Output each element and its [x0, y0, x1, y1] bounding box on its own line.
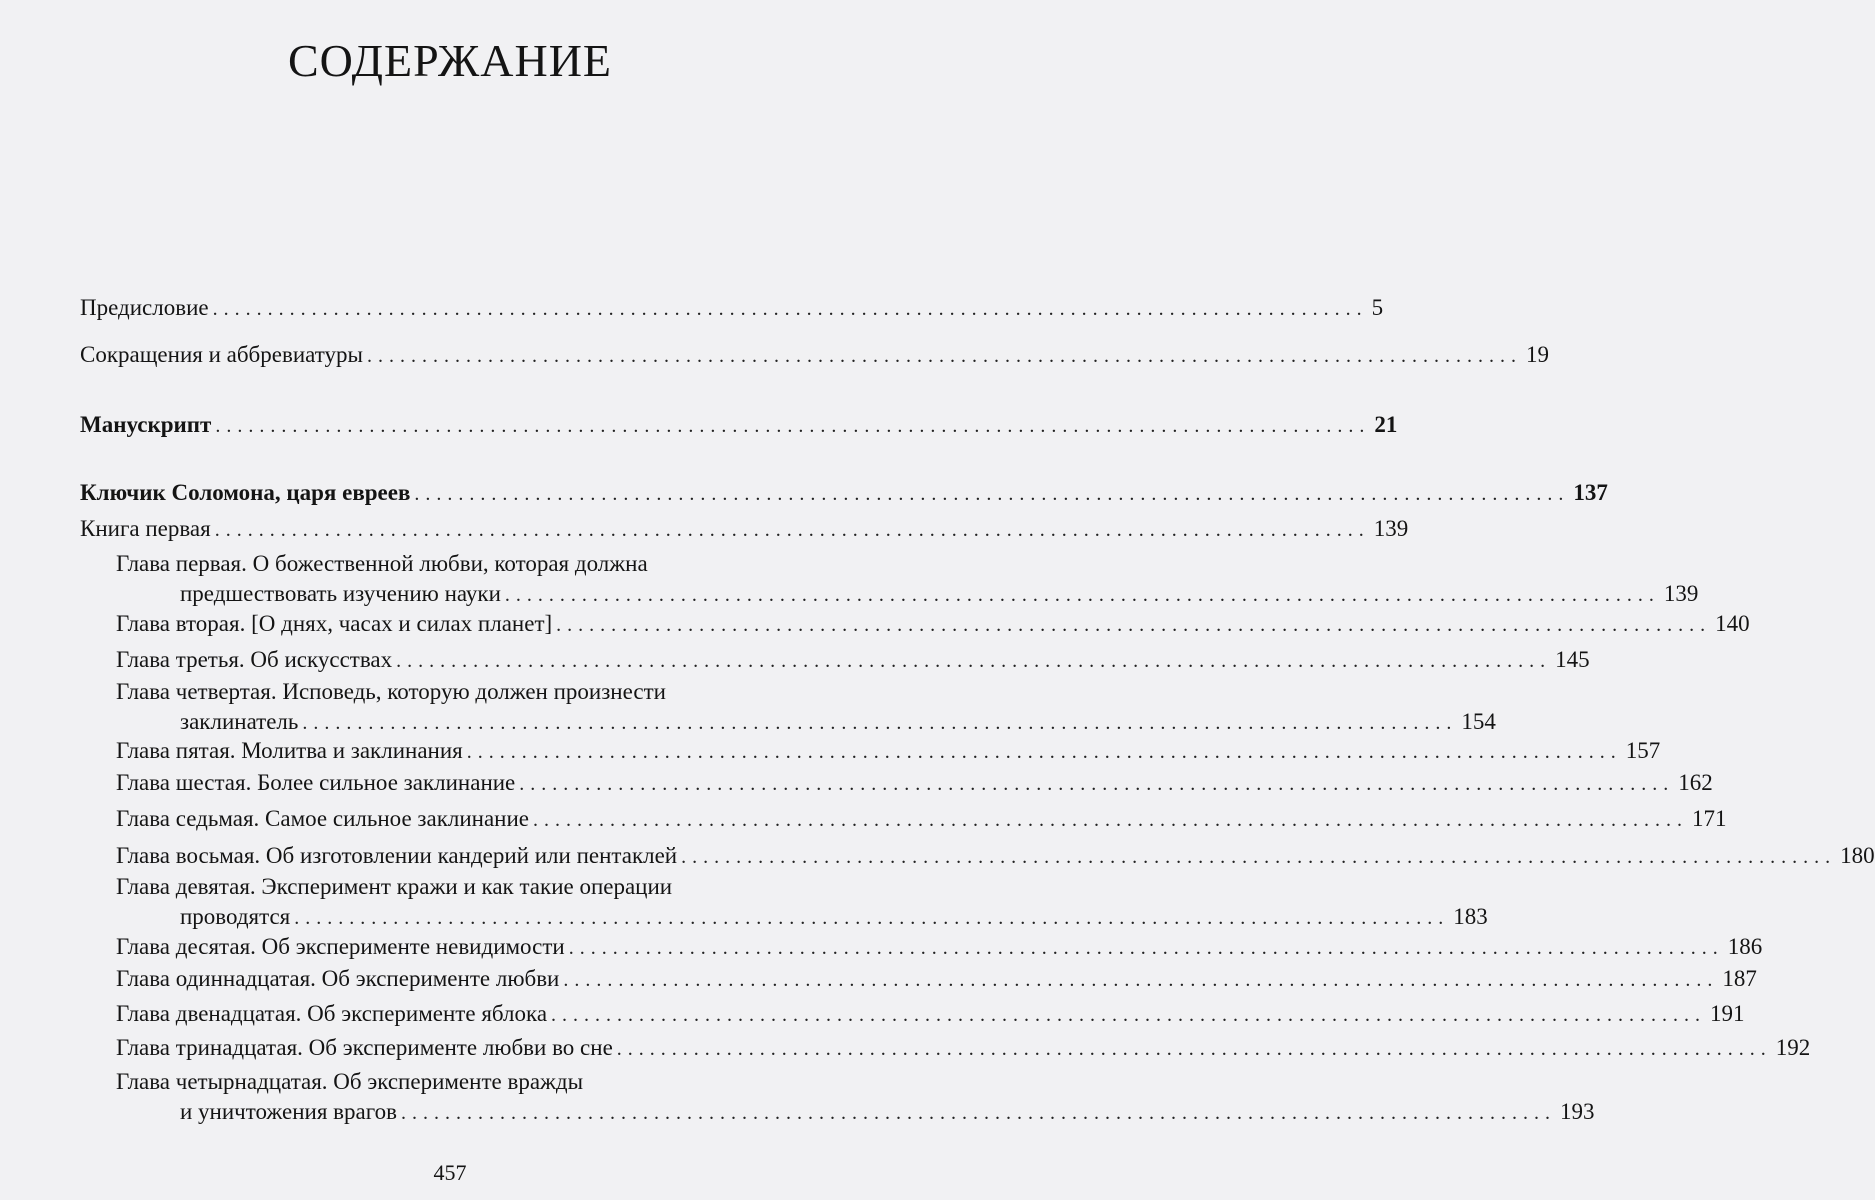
- toc-entry-chapter-6[interactable]: [80, 768, 1713, 799]
- toc-entry-chapter-7[interactable]: [80, 804, 1727, 835]
- toc-entry-page: 193: [1559, 1099, 1595, 1124]
- toc-entry-label: Сокращения и аббревиатуры: [80, 342, 363, 367]
- toc-entry-chapter-8[interactable]: [80, 841, 1875, 872]
- toc-entry-label: Глава седьмая. Самое сильное заклинание: [116, 806, 530, 831]
- toc-entry-page: 19: [1525, 342, 1549, 367]
- toc-entry-page: 192: [1775, 1035, 1811, 1060]
- dot-leader: .........................................................................................................: [563, 969, 1719, 991]
- dot-leader: .........................................................................................................: [533, 809, 1689, 831]
- toc-entry-key-of-solomon[interactable]: [80, 478, 1608, 509]
- dot-leader: .........................................................................................................: [568, 937, 1724, 959]
- toc-entry-label: проводятся: [180, 904, 291, 929]
- toc-entry-book-one[interactable]: [80, 514, 1409, 545]
- dot-leader: .........................................................................................................: [519, 773, 1675, 795]
- toc-entry-label: Глава десятая. Об эксперименте невидимости: [116, 934, 565, 959]
- toc-entry-abbreviations[interactable]: [80, 340, 1549, 371]
- dot-leader: .........................................................................................................: [366, 345, 1522, 367]
- toc-entry-label: Книга первая: [80, 516, 211, 541]
- toc-entry-first-line: Глава четвертая. Исповедь, которую должен произнести: [116, 679, 666, 704]
- toc-entry-page: 145: [1555, 647, 1590, 672]
- toc-entry-manuscript[interactable]: [80, 410, 1398, 441]
- toc-entry-page: 5: [1371, 295, 1384, 320]
- toc-entry-page: 140: [1715, 611, 1750, 636]
- dot-leader: .........................................................................................................: [215, 415, 1371, 437]
- toc-entry-chapter-14[interactable]: [80, 1067, 1595, 1128]
- toc-entry-label: Глава тринадцатая. Об эксперименте любви во сне: [116, 1035, 613, 1060]
- toc-entry-label: Предисловие: [80, 295, 209, 320]
- toc-entry-page: 139: [1373, 516, 1409, 541]
- toc-entry-label: Глава одиннадцатая. Об эксперименте любви: [116, 966, 560, 991]
- toc-entry-label: Глава третья. Об искусствах: [116, 647, 393, 672]
- toc-entry-chapter-11[interactable]: [80, 964, 1757, 995]
- toc-entry-label: Глава пятая. Молитва и заклинания: [116, 738, 463, 763]
- dot-leader: .........................................................................................................: [396, 650, 1552, 672]
- page-title: СОДЕРЖАНИЕ: [287, 35, 613, 86]
- dot-leader: .........................................................................................................: [400, 1102, 1556, 1124]
- toc-entry-label: Глава восьмая. Об изготовлении кандерий или пентаклей: [116, 843, 678, 868]
- toc-entry-chapter-1[interactable]: [80, 549, 1699, 610]
- toc-entry-label: и уничтожения врагов: [180, 1099, 397, 1124]
- toc-entry-label: Манускрипт: [80, 412, 212, 437]
- toc-entry-page: 191: [1710, 1001, 1745, 1026]
- toc-entry-chapter-4[interactable]: [80, 677, 1496, 738]
- toc-entry-label: Глава двенадцатая. Об эксперименте яблока: [116, 1001, 548, 1026]
- toc-entry-page: 21: [1374, 412, 1398, 437]
- toc-entry-chapter-9[interactable]: [80, 872, 1488, 933]
- toc-entry-page: 154: [1461, 709, 1496, 734]
- toc-entry-chapter-3[interactable]: [80, 645, 1590, 676]
- toc-entry-first-line: Глава девятая. Эксперимент кражи и как такие операции: [116, 874, 673, 899]
- dot-leader: .........................................................................................................: [466, 741, 1622, 763]
- toc-entry-label: заклинатель: [180, 709, 299, 734]
- dot-leader: .........................................................................................................: [681, 846, 1837, 868]
- dot-leader: .........................................................................................................: [302, 712, 1458, 734]
- dot-leader: .........................................................................................................: [294, 907, 1450, 929]
- toc-entry-page: 171: [1692, 806, 1727, 831]
- toc-entry-page: 157: [1625, 738, 1661, 763]
- toc-entry-chapter-5[interactable]: [80, 736, 1661, 767]
- toc-entry-chapter-13[interactable]: [80, 1033, 1811, 1064]
- dot-leader: .........................................................................................................: [556, 614, 1712, 636]
- toc-entry-page: 187: [1722, 966, 1757, 991]
- toc-entry-first-line: Глава четырнадцатая. Об эксперименте вражды: [116, 1069, 584, 1094]
- toc-entry-first-line: Глава первая. О божественной любви, которая должна: [116, 551, 648, 576]
- toc-entry-page: 186: [1727, 934, 1763, 959]
- dot-leader: .........................................................................................................: [414, 483, 1570, 505]
- toc-entry-label: Ключик Соломона, царя евреев: [80, 480, 411, 505]
- dot-leader: .........................................................................................................: [212, 298, 1368, 320]
- page-number: 457: [433, 1160, 467, 1185]
- dot-leader: .........................................................................................................: [504, 584, 1660, 606]
- toc-entry-page: 139: [1663, 581, 1699, 606]
- toc-entry-page: 180: [1840, 843, 1875, 868]
- toc-entry-chapter-12[interactable]: [80, 999, 1745, 1030]
- toc-entry-chapter-10[interactable]: [80, 932, 1763, 963]
- dot-leader: .........................................................................................................: [616, 1038, 1772, 1060]
- toc-entry-page: 183: [1453, 904, 1488, 929]
- toc-entry-label: предшествовать изучению науки: [180, 581, 501, 606]
- toc-entry-label: Глава шестая. Более сильное заклинание: [116, 770, 516, 795]
- toc-entry-page: 137: [1573, 480, 1608, 505]
- toc-entry-chapter-2[interactable]: [80, 609, 1750, 640]
- toc-entry-page: 162: [1678, 770, 1713, 795]
- dot-leader: .........................................................................................................: [551, 1004, 1707, 1026]
- toc-entry-label: Глава вторая. [О днях, часах и силах планет]: [116, 611, 553, 636]
- toc-entry-preface[interactable]: [80, 293, 1384, 324]
- dot-leader: .........................................................................................................: [214, 519, 1370, 541]
